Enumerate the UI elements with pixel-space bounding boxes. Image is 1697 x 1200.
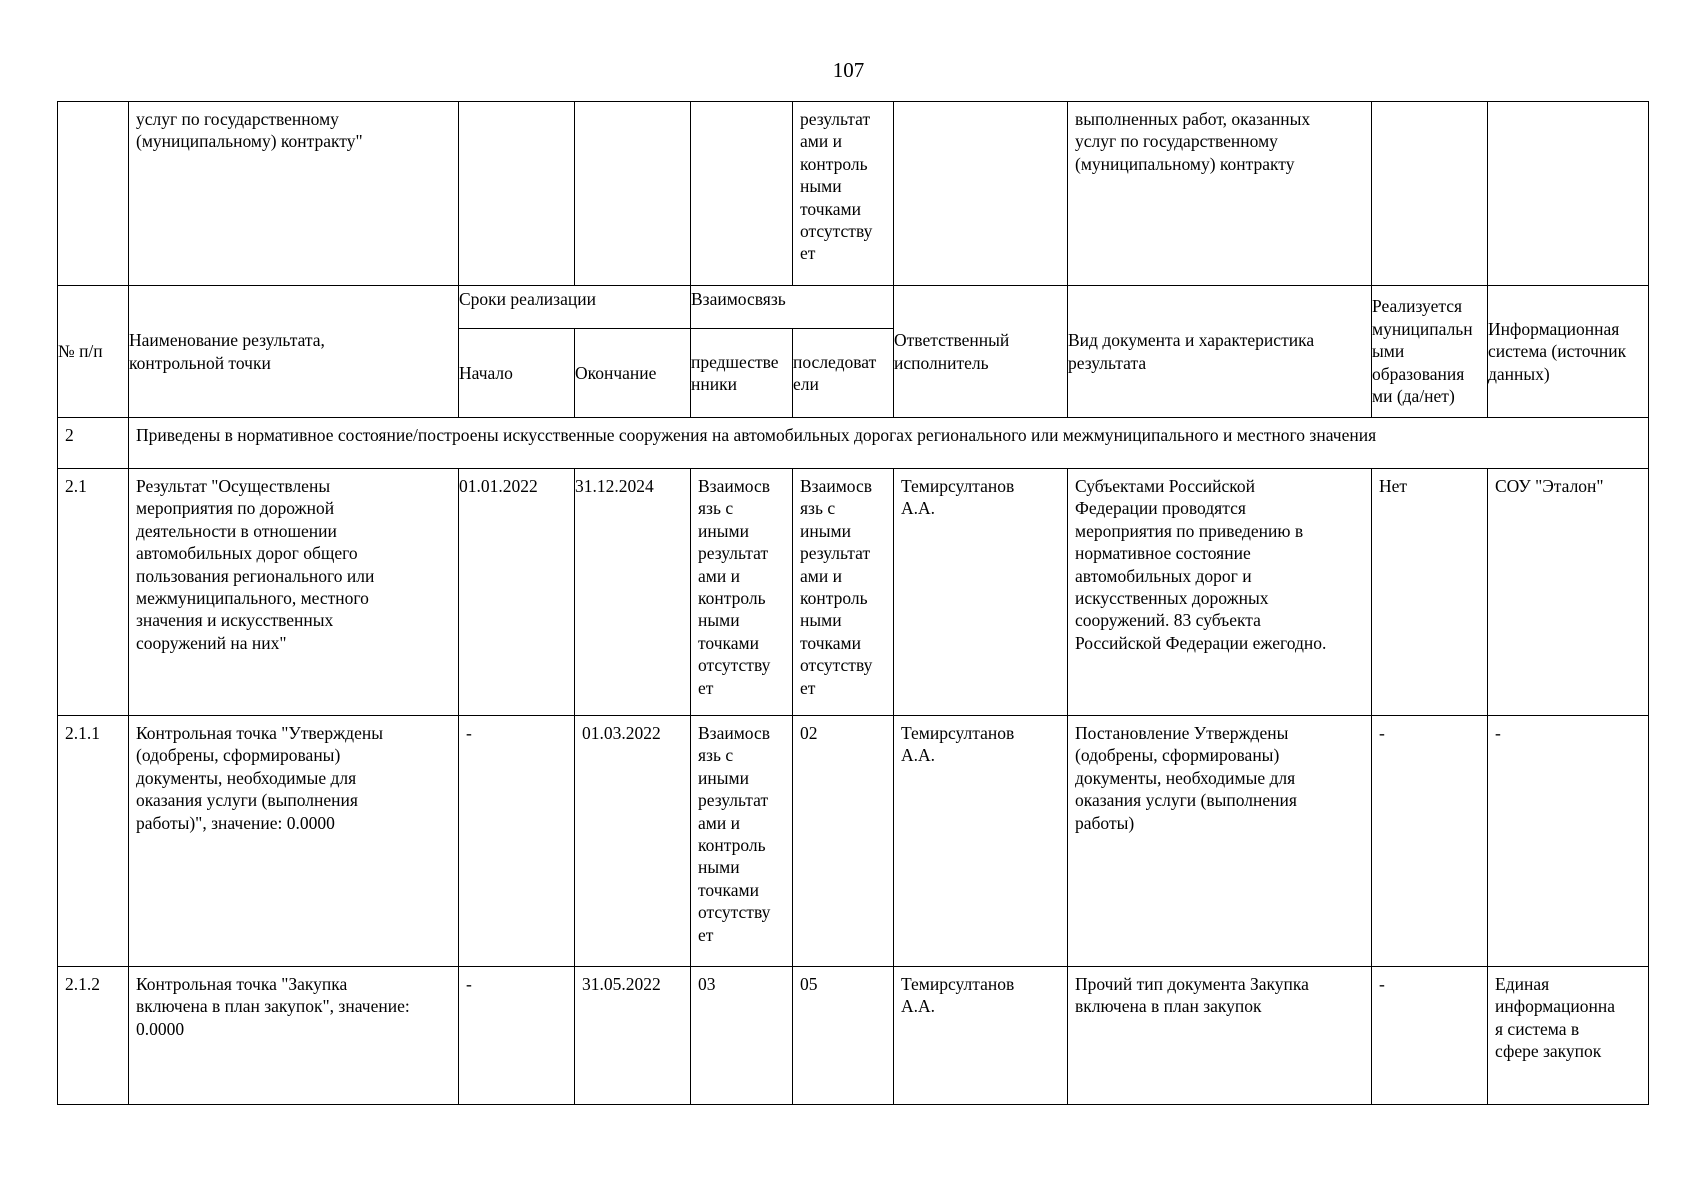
row-num: 2.1.2 [58,967,129,1105]
row-end: 01.03.2022 [575,716,691,967]
header-executor: Ответственный исполнитель [894,286,1068,418]
table-row [58,716,1649,967]
header-end: Окончание [575,329,691,418]
continuation-num [58,102,129,286]
continuation-system [1488,102,1649,286]
continuation-start [459,102,575,286]
row-end: 31.05.2022 [575,967,691,1105]
continuation-successors: результат ами и контроль ными точками отсутству ет [793,102,894,286]
row-document: Прочий тип документа Закупка включена в план закупок [1068,967,1372,1105]
section-row [58,418,1649,469]
header-num: № п/п [58,286,129,418]
row-name: Результат "Осуществлены мероприятия по дорожной деятельности в отношении автомобильных дорог общего пользования регионального или межмуниципального, местного значения и искусственных сооружений на них" [129,469,459,716]
row-document: Постановление Утверждены (одобрены, сформированы) документы, необходимые для оказания услуги (выполнения работы) [1068,716,1372,967]
header-predecessors: предшестве нники [691,329,793,418]
section-title: Приведены в нормативное состояние/построены искусственные сооружения на автомобильных дорогах регионального или межмуниципального и местного значения [129,418,1649,469]
header-start: Начало [459,329,575,418]
row-num: 2.1 [58,469,129,716]
row-executor: Темирсултанов А.А. [894,967,1068,1105]
row-municipal: - [1372,967,1488,1105]
continuation-document: выполненных работ, оказанных услуг по государственному (муниципальному) контракту [1068,102,1372,286]
row-predecessors: Взаимосв язь с иными результат ами и контроль ными точками отсутству ет [691,469,793,716]
continuation-municipal [1372,102,1488,286]
section-num: 2 [58,418,129,469]
row-predecessors: Взаимосв язь с иными результат ами и контроль ными точками отсутству ет [691,716,793,967]
row-predecessors: 03 [691,967,793,1105]
page-number: 107 [832,58,865,82]
results-table [57,101,1649,1105]
table-row [58,967,1649,1105]
row-successors: 02 [793,716,894,967]
row-name: Контрольная точка "Закупка включена в план закупок", значение: 0.0000 [129,967,459,1105]
row-executor: Темирсултанов А.А. [894,469,1068,716]
table-row [58,469,1649,716]
continuation-end [575,102,691,286]
row-start: - [459,967,575,1105]
continuation-predecessors [691,102,793,286]
header-terms: Сроки реализации [459,286,691,329]
row-successors: Взаимосв язь с иными результат ами и контроль ными точками отсутству ет [793,469,894,716]
row-end: 31.12.2024 [575,469,691,716]
header-document: Вид документа и характеристика результата [1068,286,1372,418]
header-name: Наименование результата, контрольной точки [129,286,459,418]
row-municipal: Нет [1372,469,1488,716]
continuation-executor [894,102,1068,286]
row-start: - [459,716,575,967]
header-municipal: Реализуется муниципальн ыми образования ми (да/нет) [1372,286,1488,418]
continuation-row [58,102,1649,286]
header-row-1 [58,286,1649,329]
row-municipal: - [1372,716,1488,967]
row-system: СОУ "Эталон" [1488,469,1649,716]
row-successors: 05 [793,967,894,1105]
header-successors: последоват ели [793,329,894,418]
header-relation: Взаимосвязь [691,286,894,329]
row-start: 01.01.2022 [459,469,575,716]
row-num: 2.1.1 [58,716,129,967]
header-system: Информационная система (источник данных) [1488,286,1649,418]
row-name: Контрольная точка "Утверждены (одобрены, сформированы) документы, необходимые для оказания услуги (выполнения работы)", значение: 0.0000 [129,716,459,967]
row-system: - [1488,716,1649,967]
row-executor: Темирсултанов А.А. [894,716,1068,967]
row-system: Единая информационна я система в сфере закупок [1488,967,1649,1105]
row-document: Субъектами Российской Федерации проводятся мероприятия по приведению в нормативное состояние автомобильных дорог и искусственных дорожных сооружений. 83 субъекта Российской Федерации ежегодно. [1068,469,1372,716]
continuation-name: услуг по государственному (муниципальному) контракту" [129,102,459,286]
